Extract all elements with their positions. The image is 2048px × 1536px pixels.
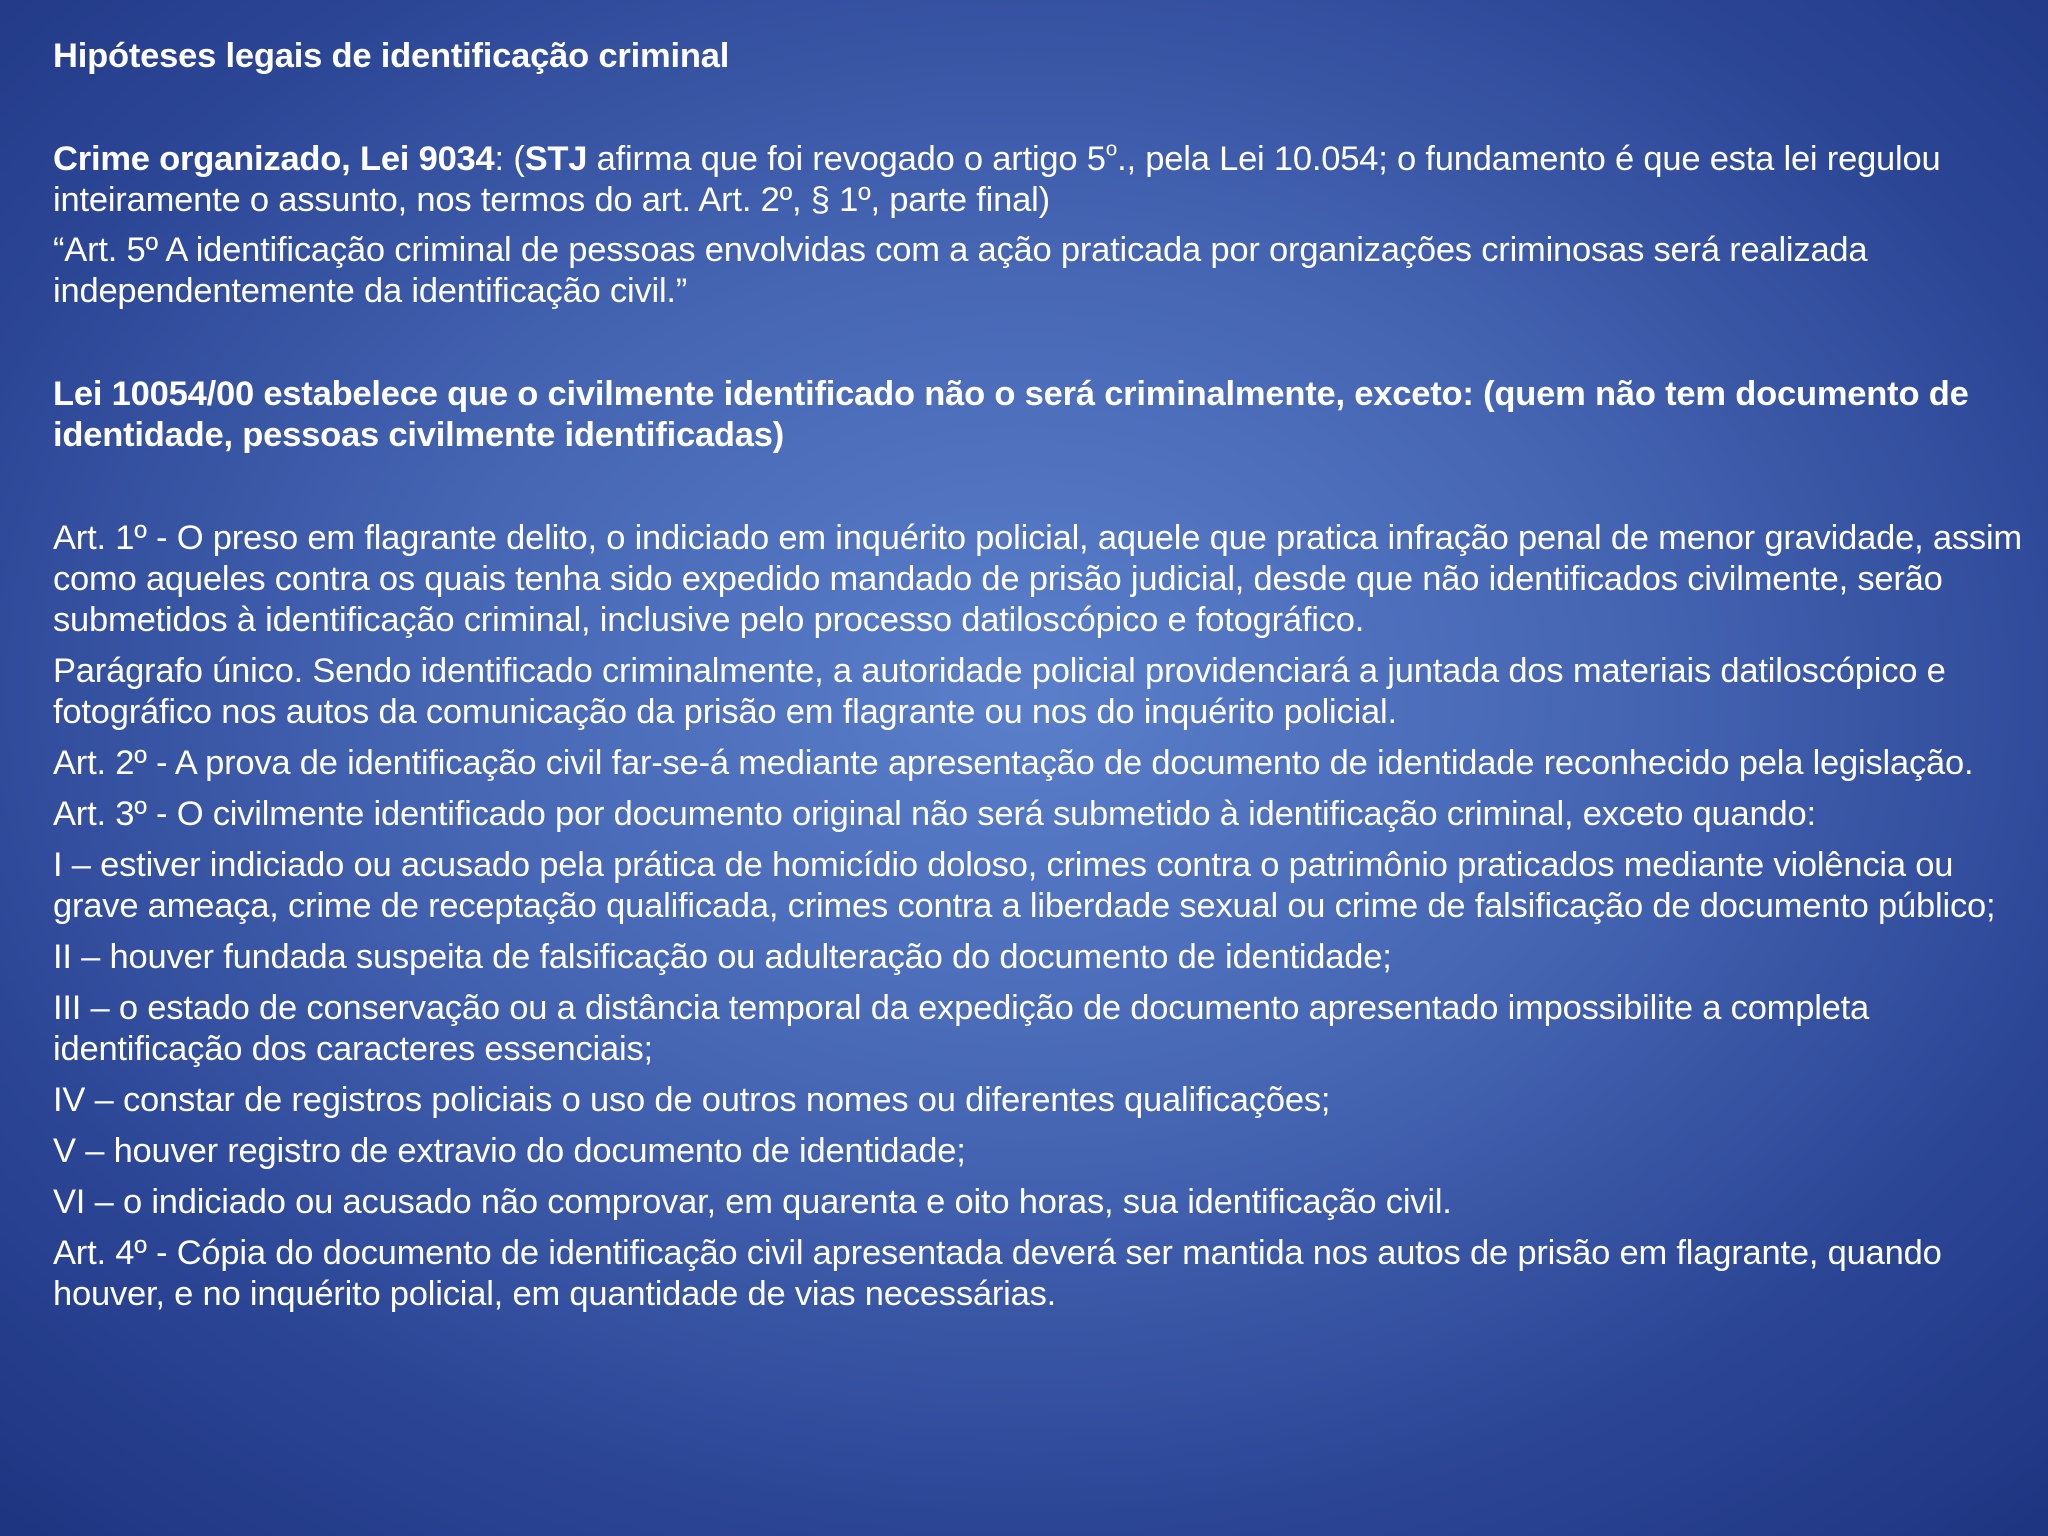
slide-content: [53, 36, 2028, 1516]
crime-organizado-separator: : (: [494, 140, 525, 178]
law-item-art4: Art. 4º - Cópia do documento de identificação civil apresentada deverá ser mantida nos autos de prisão em flagrante, quando houver, e no inquérito policial, em quantidade de vias necessárias.: [53, 1234, 1942, 1313]
law-item-inciso-3: III – o estado de conservação ou a distância temporal da expedição de documento apresentado impossibilite a completa identificação dos caracteres essenciais;: [53, 989, 1870, 1068]
law-item-inciso-2: II – houver fundada suspeita de falsificação ou adulteração do documento de identidade;: [53, 938, 1392, 976]
art5-quote: “Art. 5º A identificação criminal de pessoas envolvidas com a ação praticada por organizações criminosas será realizada independentemente da identificação civil.”: [53, 231, 1868, 310]
law-item-inciso-6: VI – o indiciado ou acusado não comprovar, em quarenta e oito horas, sua identificação civil.: [53, 1183, 1452, 1221]
law-item-art1: Art. 1º - O preso em flagrante delito, o indiciado em inquérito policial, aquele que pratica infração penal de menor gravidade, assim como aqueles contra os quais tenha sido expedido mandado de prisão judicial, desde que não identificados civilmente, serão submetidos à identificação criminal, inclusive pelo processo datiloscópico e fotográfico.: [53, 519, 2022, 639]
law-articles: [53, 518, 2028, 1315]
law-item-paragrafo-unico: Parágrafo único. Sendo identificado criminalmente, a autoridade policial providenciará a juntada dos materiais datiloscópico e fotográfico nos autos da comunicação da prisão em flagrante ou nos do inquérito policial.: [53, 652, 1946, 731]
crime-organizado-text-b: ., pela Lei 10.054; o fundamento é que esta lei regulou inteiramente o assunto, nos termos do art. Art. 2º, § 1º, parte final): [53, 140, 1941, 219]
law-item-inciso-1: I – estiver indiciado ou acusado pela prática de homicídio doloso, crimes contra o patrimônio praticados mediante violência ou grave ameaça, crime de receptação qualificada, crimes contra a liberdade sexual ou crime de falsificação de documento público;: [53, 846, 1996, 925]
law-item-art3: Art. 3º - O civilmente identificado por documento original não será submetido à identificação criminal, exceto quando:: [53, 795, 1816, 833]
law-item-inciso-5: V – houver registro de extravio do documento de identidade;: [53, 1132, 966, 1170]
ordinal-superscript: o: [1105, 137, 1118, 161]
lei-10054-heading: Lei 10054/00 estabelece que o civilmente identificado não o será criminalmente, exceto: (quem não tem documento de identidade, pessoas civilmente identificadas): [53, 375, 1969, 454]
crime-organizado-label: Crime organizado, Lei 9034: [53, 140, 495, 178]
crime-organizado-text-a: afirma que foi revogado o artigo 5: [587, 140, 1106, 178]
law-item-art2: Art. 2º - A prova de identificação civil far-se-á mediante apresentação de documento de identidade reconhecido pela legislação.: [53, 744, 1974, 782]
crime-organizado-paragraph: [53, 139, 2028, 221]
stj-label: STJ: [524, 140, 588, 178]
law-item-inciso-4: IV – constar de registros policiais o uso de outros nomes ou diferentes qualificações;: [53, 1081, 1331, 1119]
slide-title: Hipóteses legais de identificação criminal: [53, 37, 730, 75]
